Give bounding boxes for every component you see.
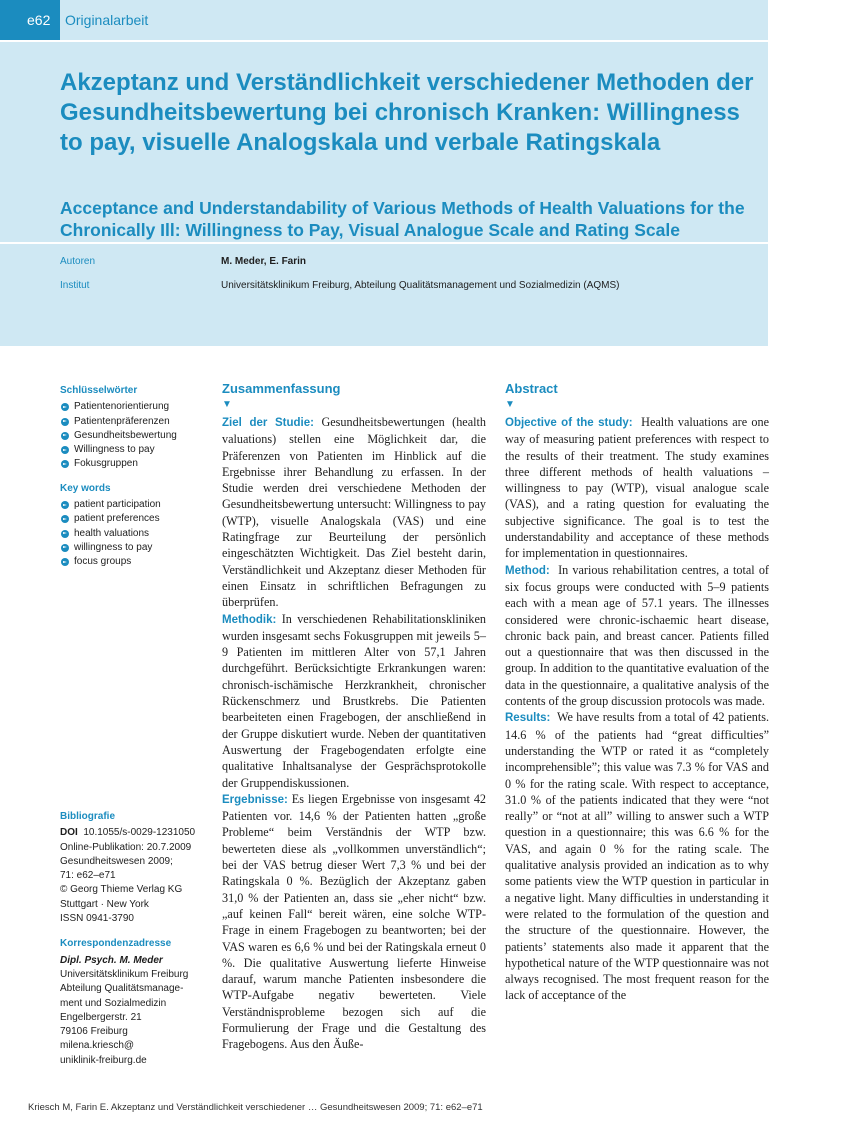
correspondence-line: Engelbergerstr. 21 <box>60 1011 142 1023</box>
institute: Universitätsklinikum Freiburg, Abteilung Qualitätsmanagement und Sozialmedizin (AQMS) <box>221 280 620 291</box>
authors-label: Autoren <box>60 256 96 267</box>
email-link[interactable]: milena.kriesch@ <box>60 1040 135 1052</box>
correspondence-line: ment und Sozialmedizin <box>60 997 167 1009</box>
ergebnisse-text: Es liegen Ergebnisse von insgesamt 42 Patienten vor. 14,6 % der Patienten hatten „große Probleme“ beim Verständnis der WTP bzw. bewerteten diese als „vollkommen unverständlich“; bei der VAS betrug dieser Wert 7,3 % und bei der Ratingskala 0 %. Bezüglich der Akzeptanz gaben 31,0 % der Patienten an, dass sie „eher nicht“ bzw. „auf keinen Fall“ bereit wären, eine solche WTP-Frage in einem Fragebogen zu beantworten; bei der VAS waren es 6,6 % und bei der Ratingskala erneut 0 %. Die qualitative Auswertung lieferte Hinweise darauf, warum manche Patienten insbesondere die WTP-Aufgabe negativ bewerteten. Viele Verständnisprobleme bezogen sich auf die Formulierung der Frage und die Gestaltung des Fragebogens. Aus den Äuße- <box>222 791 487 1052</box>
correspondence-line <box>60 1039 208 1053</box>
methodik-text: In verschiedenen Rehabilitationskliniken wurden insgesamt sechs Fokusgruppen mit jeweils 5–9 Patienten im mittleren Alter von 57,1 Jahren durchgeführt. Berücksichtigte Erkrankungen waren: chronisch-ischämische Herzkrankheit, chronischer Rückenschmerz und Brustkrebs. Die Patienten bearbeiteten einen Fragebogen, der anschließend in der Gruppe diskutiert wurde. Neben der quantitativen Auswertung der Fragebogendaten erfolgte eine qualitative Inhaltsanalyse der Gesprächsprotokolle der Gruppendiskussionen. <box>222 611 487 790</box>
keywords-de-list <box>60 400 208 471</box>
keyword-item: focus groups <box>60 555 208 569</box>
authors: M. Meder, E. Farin <box>221 256 307 267</box>
bibliography-line: © Georg Thieme Verlag KG <box>60 884 183 896</box>
abstract-heading: Abstract <box>505 381 558 396</box>
correspondence-line <box>60 1054 208 1068</box>
paragraph-objective <box>505 414 769 562</box>
doi-label: DOI <box>60 827 78 839</box>
keyword-item: willingness to pay <box>60 541 208 555</box>
article-title-german: Akzeptanz und Verständlichkeit verschiedener Methoden der Gesundheitsbewertung bei chronisch Kranken: Willingness to pay, visuelle Analogskala und verbale Ratingskala <box>60 69 754 156</box>
zusammenfassung-heading: Zusammenfassung <box>222 381 341 396</box>
keywords-section <box>60 384 208 570</box>
abstract-column <box>505 380 769 1004</box>
ergebnisse-label: Ergebnisse: <box>222 793 288 806</box>
results-text: We have results from a total of 42 patients. 14.6 % of the patients had “great difficulties” understanding the WTP or rated it as “completely incomprehensible”; this value was 7.3 % for VAS and 0 % for the rating scale. With respect to acceptance, 31.0 % of the patients indicated that they were “not really” or “not at all” willing to answer such a WTP question in a questionnaire; this was 6.6 % for the VAS, and again 0 % for the rating scale. The qualitative analysis provided an indication as to why some patients view the WTP question in particular in a negative light. Many difficulties in understanding it were related to the formulation of the question and the structure of the questionnaire. However, the patients’ statements also made it apparent that the hypothetical nature of the WTP questionnaire was not always recognised. The most frequent reason for the lack of acceptance of the <box>505 710 769 1003</box>
keyword-item: Gesundheitsbewertung <box>60 429 208 443</box>
keyword-item: Patientenpräferenzen <box>60 415 208 429</box>
method-label: Method: <box>505 564 550 577</box>
header-band <box>0 0 768 346</box>
keyword-item: Willingness to pay <box>60 443 208 457</box>
doi-line <box>60 826 208 840</box>
bibliography-line: 71: e62–e71 <box>60 870 116 882</box>
keyword-item: Patientenorientierung <box>60 400 208 414</box>
correspondence-name: Dipl. Psych. M. Meder <box>60 954 163 966</box>
bibliography-line: Online-Publikation: 20.7.2009 <box>60 841 192 853</box>
triangle-down-icon: ▼ <box>505 399 515 410</box>
keyword-item: patient participation <box>60 498 208 512</box>
keywords-en-title: Key words <box>60 482 111 494</box>
email-link-domain[interactable]: uniklinik-freiburg.de <box>60 1054 147 1066</box>
citation-footer: Kriesch M, Farin E. Akzeptanz und Verständlichkeit verschiedener … Gesundheitswesen 2009; 71: e62–e71 <box>28 1102 483 1113</box>
keyword-item: patient preferences <box>60 512 208 526</box>
correspondence-line: Abteilung Qualitätsmanage- <box>60 983 184 995</box>
methodik-label: Methodik: <box>222 613 277 626</box>
institute-label: Institut <box>60 280 90 291</box>
bibliography-section <box>60 810 208 1068</box>
keywords-de-title: Schlüsselwörter <box>60 385 138 396</box>
page-number: e62 <box>0 0 60 40</box>
bibliography-title: Bibliografie <box>60 811 116 822</box>
correspondence-title: Korrespondenzadresse <box>60 938 172 950</box>
objective-label: Objective of the study: <box>505 417 633 429</box>
keyword-item: Fokusgruppen <box>60 457 208 471</box>
ziel-label: Ziel der Studie: <box>222 417 314 429</box>
bibliography-line: Gesundheitswesen 2009; <box>60 855 173 867</box>
correspondence-line: Universitätsklinikum Freiburg <box>60 968 189 980</box>
triangle-down-icon: ▼ <box>222 399 232 410</box>
doi: 10.1055/s-0029-1231050 <box>83 827 196 839</box>
paragraph-ergebnisse <box>222 791 486 1053</box>
zusammenfassung-column <box>222 380 486 1053</box>
correspondence-line: 79106 Freiburg <box>60 1026 128 1038</box>
paragraph-method <box>505 562 769 710</box>
results-label: Results: <box>505 712 551 725</box>
paragraph-results <box>505 709 769 1003</box>
paragraph-ziel <box>222 414 486 611</box>
bibliography-line: ISSN 0941-3790 <box>60 913 134 925</box>
page-bar <box>0 0 768 40</box>
ziel-text: Gesundheitsbewertungen (health valuations) stellen eine Möglichkeit dar, die Präferenzen von Patienten im Hinblick auf die Ergebnisse ihrer Behandlung zu erfassen. In der Studie werden drei verschiedene Methoden der Gesundheitsbewertung untersucht: Willingness to pay (WTP), visuelle Analogskala (VAS) und eine Ratingfrage zur Beurteilung der persönlich eingeschätzten Wichtigkeit. Das Ziel besteht darin, Verständlichkeit und Akzeptanz dieser Methoden für einen Einsatz in schriftlichen Befragungen zu überprüfen. <box>222 415 486 610</box>
objective-text: Health valuations are one way of measuring patient preferences with respect to the results of their treatment. The study examines three different methods of health valuations – willingness to pay (WTP), visual analogue scale (VAS), and a rating question for evaluating the subjective significance. The goal is to test the understandability and acceptance of these methods for implementation in questionnaires. <box>505 415 770 561</box>
section-label: Originalarbeit <box>65 12 149 28</box>
divider-meta <box>0 242 768 244</box>
paragraph-methodik <box>222 611 486 791</box>
keywords-en-list <box>60 498 208 569</box>
bibliography-line: Stuttgart · New York <box>60 898 149 910</box>
keyword-item: health valuations <box>60 527 208 541</box>
method-text: In various rehabilitation centres, a total of six focus groups were conducted with 5–9 patients each with a mean age of 57.1 years. The illnesses considered were chronic-ischaemic heart disease, chronic back pain, and breast cancer. Patients filled out a questionnaire that was then discussed in the group. In addition to the quantitative evaluation of the data in the questionnaire, a qualitative analysis of the contents of the group discussion protocols was made. <box>505 562 769 709</box>
article-title-english: Acceptance and Understandability of Various Methods of Health Valuations for the Chronically Ill: Willingness to Pay, Visual Analogue Scale and Rating Scale <box>60 198 745 240</box>
divider-top <box>0 40 768 42</box>
